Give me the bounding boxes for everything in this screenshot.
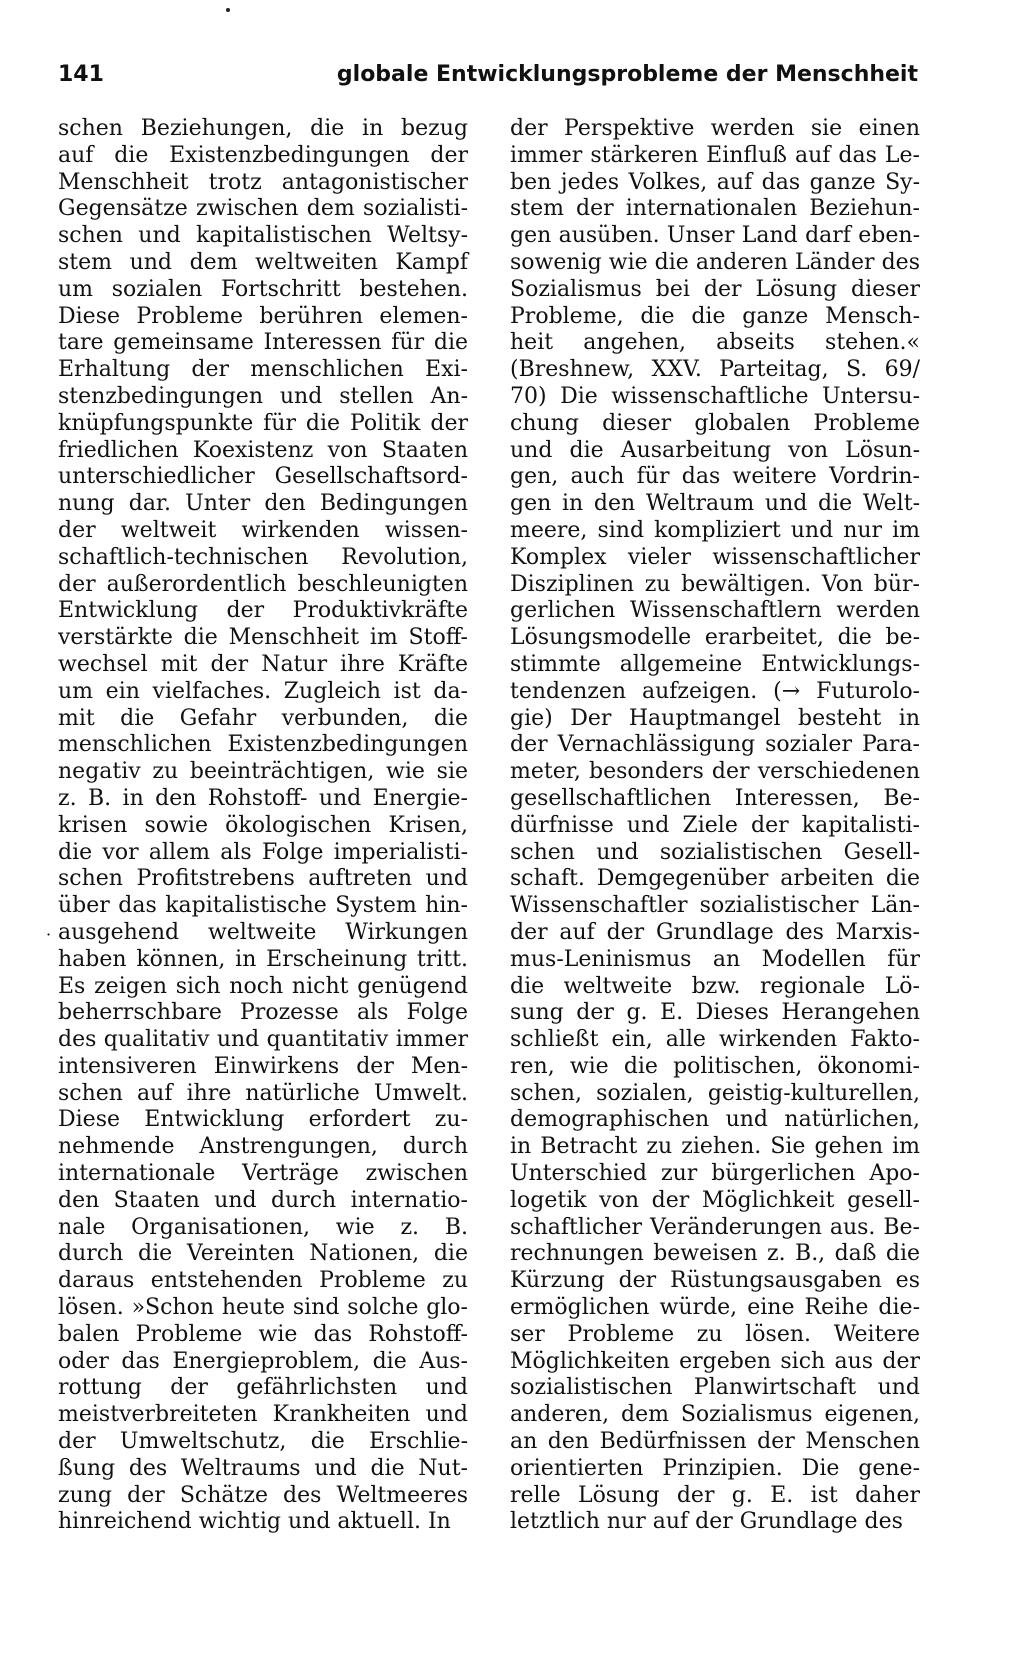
text-line: letztlich nur auf der Grundlage des bbox=[510, 1509, 903, 1535]
text-line: der außerordentlich beschleunigten bbox=[58, 571, 468, 597]
text-line: in Betracht zu ziehen. Sie gehen im bbox=[510, 1134, 920, 1160]
text-line: lösen. »Schon heute sind solche glo- bbox=[58, 1295, 468, 1321]
text-line: demographischen und natürlichen, bbox=[510, 1107, 920, 1133]
right-column bbox=[510, 116, 920, 1536]
text-line: z. B. in den Rohstoff- und Energie- bbox=[58, 785, 468, 811]
text-line: der Umweltschutz, die Erschlie- bbox=[58, 1429, 468, 1455]
text-line: mus-Leninismus an Modellen für bbox=[510, 946, 920, 972]
text-line: gen in den Weltraum und die Welt- bbox=[510, 491, 920, 517]
text-line: um sozialen Fortschritt bestehen. bbox=[58, 276, 468, 302]
text-line: relle Lösung der g. E. ist daher bbox=[510, 1482, 920, 1508]
text-line: Sozialismus bei der Lösung dieser bbox=[510, 276, 920, 302]
text-line: Diese Entwicklung erfordert zu- bbox=[58, 1107, 468, 1133]
text-line: stenzbedingungen und stellen An- bbox=[58, 383, 468, 409]
text-line: schen und kapitalistischen Weltsy- bbox=[58, 223, 468, 249]
text-line: stem und dem weltweiten Kampf bbox=[58, 249, 468, 275]
text-line: Disziplinen zu bewältigen. Von bür- bbox=[510, 571, 920, 597]
text-line: gen ausüben. Unser Land darf eben- bbox=[510, 223, 920, 249]
text-line: ben jedes Volkes, auf das ganze Sy- bbox=[510, 169, 920, 195]
text-line: der auf der Grundlage des Marxis- bbox=[510, 919, 920, 945]
text-line: Gegensätze zwischen dem sozialisti- bbox=[58, 196, 468, 222]
text-line: und die Ausarbeitung von Lösun- bbox=[510, 437, 920, 463]
page-number: 141 bbox=[58, 62, 104, 87]
text-line: rottung der gefährlichsten und bbox=[58, 1375, 468, 1401]
text-line: tendenzen aufzeigen. (→ Futurolo- bbox=[510, 678, 920, 704]
text-line: Erhaltung der menschlichen Exi- bbox=[58, 357, 468, 383]
text-line: chung dieser globalen Probleme bbox=[510, 410, 920, 436]
text-line: schen Beziehungen, die in bezug bbox=[58, 116, 468, 141]
text-line: schen, sozialen, geistig-kulturellen, bbox=[510, 1080, 920, 1106]
text-line: den Staaten und durch internatio- bbox=[58, 1187, 468, 1213]
text-line: des qualitativ und quantitativ immer bbox=[58, 1027, 468, 1053]
text-line: daraus entstehenden Probleme zu bbox=[58, 1268, 468, 1294]
text-line: sowenig wie die anderen Länder des bbox=[510, 249, 920, 275]
text-line: nung dar. Unter den Bedingungen bbox=[58, 491, 468, 517]
text-line: (Breshnew, XXV. Parteitag, S. 69/ bbox=[510, 357, 920, 383]
text-line: anderen, dem Sozialismus eigenen, bbox=[510, 1402, 920, 1428]
text-line: nale Organisationen, wie z. B. bbox=[58, 1214, 468, 1240]
text-line: Menschheit trotz antagonistischer bbox=[58, 169, 468, 195]
text-line: schaftlicher Veränderungen aus. Be- bbox=[510, 1214, 920, 1240]
text-line: mit die Gefahr verbunden, die bbox=[58, 705, 468, 731]
text-line: um ein vielfaches. Zugleich ist da- bbox=[58, 678, 468, 704]
running-title: globale Entwicklungsprobleme der Menschheit bbox=[336, 62, 918, 87]
text-line: sozialistischen Planwirtschaft und bbox=[510, 1375, 920, 1401]
text-line: knüpfungspunkte für die Politik der bbox=[58, 410, 468, 436]
text-line: gie) Der Hauptmangel besteht in bbox=[510, 705, 920, 731]
text-line: Kürzung der Rüstungsausgaben es bbox=[510, 1268, 920, 1294]
text-line: schen und sozialistischen Gesell- bbox=[510, 839, 920, 865]
text-line: schließt ein, alle wirkenden Fakto- bbox=[510, 1027, 920, 1053]
text-line: der Vernachlässigung sozialer Para- bbox=[510, 732, 920, 758]
text-line: stimmte allgemeine Entwicklungs- bbox=[510, 651, 920, 677]
text-line: gesellschaftlichen Interessen, Be- bbox=[510, 785, 920, 811]
margin-mark: · bbox=[46, 925, 52, 944]
text-line: haben können, in Erscheinung tritt. bbox=[58, 946, 468, 972]
text-line: rechnungen beweisen z. B., daß die bbox=[510, 1241, 920, 1267]
text-line: ermöglichen würde, eine Reihe die- bbox=[510, 1295, 920, 1321]
text-line: unterschiedlicher Gesellschaftsord- bbox=[58, 464, 468, 490]
text-line: durch die Vereinten Nationen, die bbox=[58, 1241, 468, 1267]
text-line: internationale Verträge zwischen bbox=[58, 1161, 468, 1187]
text-line: oder das Energieproblem, die Aus- bbox=[58, 1348, 468, 1374]
text-line: dürfnisse und Ziele der kapitalisti- bbox=[510, 812, 920, 838]
text-line: nehmende Anstrengungen, durch bbox=[58, 1134, 468, 1160]
text-line: heit angehen, abseits stehen.« bbox=[510, 330, 920, 356]
text-line: Entwicklung der Produktivkräfte bbox=[58, 598, 468, 624]
text-line: über das kapitalistische System hin- bbox=[58, 893, 468, 919]
text-line: meere, sind kompliziert und nur im bbox=[510, 517, 920, 543]
text-line: der Perspektive werden sie einen bbox=[510, 116, 920, 141]
text-line: 70) Die wissenschaftliche Untersu- bbox=[510, 383, 920, 409]
text-line: Diese Probleme berühren elemen- bbox=[58, 303, 468, 329]
text-line: der weltweit wirkenden wissen- bbox=[58, 517, 468, 543]
text-line: immer stärkeren Einfluß auf das Le- bbox=[510, 142, 920, 168]
text-line: stem der internationalen Beziehun- bbox=[510, 196, 920, 222]
text-line: beherrschbare Prozesse als Folge bbox=[58, 1000, 468, 1026]
text-line: tare gemeinsame Interessen für die bbox=[58, 330, 468, 356]
text-line: schaft. Demgegenüber arbeiten die bbox=[510, 866, 920, 892]
text-line: Probleme, die die ganze Mensch- bbox=[510, 303, 920, 329]
text-line: die weltweite bzw. regionale Lö- bbox=[510, 973, 920, 999]
text-line: ser Probleme zu lösen. Weitere bbox=[510, 1321, 920, 1347]
text-line: friedlichen Koexistenz von Staaten bbox=[58, 437, 468, 463]
text-line: zung der Schätze des Weltmeeres bbox=[58, 1482, 468, 1508]
text-line: Es zeigen sich noch nicht genügend bbox=[58, 973, 468, 999]
text-line: schaftlich-technischen Revolution, bbox=[58, 544, 468, 570]
text-line: Möglichkeiten ergeben sich aus der bbox=[510, 1348, 920, 1374]
text-line: balen Probleme wie das Rohstoff- bbox=[58, 1321, 468, 1347]
text-line: Wissenschaftler sozialistischer Län- bbox=[510, 893, 920, 919]
text-line: Komplex vieler wissenschaftlicher bbox=[510, 544, 920, 570]
text-line: wechsel mit der Natur ihre Kräfte bbox=[58, 651, 468, 677]
text-line: ren, wie die politischen, ökonomi- bbox=[510, 1053, 920, 1079]
text-line: negativ zu beeinträchtigen, wie sie bbox=[58, 759, 468, 785]
text-line: schen auf ihre natürliche Umwelt. bbox=[58, 1080, 468, 1106]
text-line: an den Bedürfnissen der Menschen bbox=[510, 1429, 920, 1455]
text-line: intensiveren Einwirkens der Men- bbox=[58, 1053, 468, 1079]
text-line: orientierten Prinzipien. Die gene- bbox=[510, 1455, 920, 1481]
page-header bbox=[58, 62, 918, 96]
text-line: logetik von der Möglichkeit gesell- bbox=[510, 1187, 920, 1213]
text-line: ausgehend weltweite Wirkungen bbox=[58, 919, 468, 945]
text-line: meter, besonders der verschiedenen bbox=[510, 759, 920, 785]
text-line: verstärkte die Menschheit im Stoff- bbox=[58, 625, 468, 651]
text-line: gen, auch für das weitere Vordrin- bbox=[510, 464, 920, 490]
text-line: meistverbreiteten Krankheiten und bbox=[58, 1402, 468, 1428]
text-line: schen Profitstrebens auftreten und bbox=[58, 866, 468, 892]
text-line: die vor allem als Folge imperialisti- bbox=[58, 839, 468, 865]
print-speck bbox=[226, 8, 230, 12]
text-line: Lösungsmodelle erarbeitet, die be- bbox=[510, 625, 920, 651]
text-line: hinreichend wichtig und aktuell. In bbox=[58, 1509, 451, 1535]
text-line: menschlichen Existenzbedingungen bbox=[58, 732, 468, 758]
left-column bbox=[58, 116, 468, 1536]
text-line: ßung des Weltraums und die Nut- bbox=[58, 1455, 468, 1481]
text-line: gerlichen Wissenschaftlern werden bbox=[510, 598, 920, 624]
text-line: Unterschied zur bürgerlichen Apo- bbox=[510, 1161, 920, 1187]
text-line: auf die Existenzbedingungen der bbox=[58, 142, 468, 168]
text-line: sung der g. E. Dieses Herangehen bbox=[510, 1000, 920, 1026]
text-line: krisen sowie ökologischen Krisen, bbox=[58, 812, 468, 838]
